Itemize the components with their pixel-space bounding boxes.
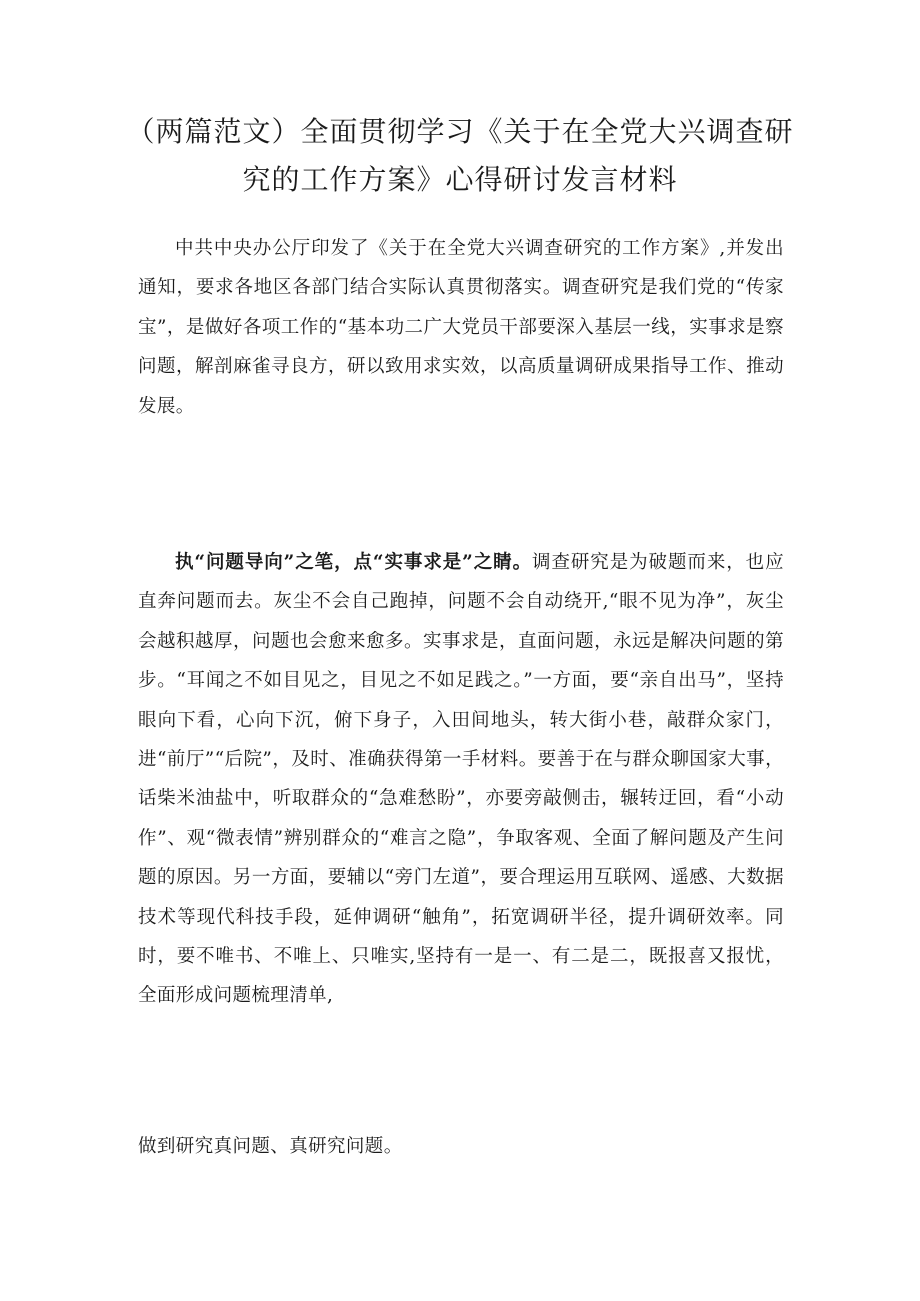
intro-paragraph: 中共中央办公厅印发了《关于在全党大兴调查研究的工作方案》,并发出通知，要求各地区各部门结合实际认真贯彻落实。调查研究是我们党的“传家宝”，是做好各项工作的“基本功二广大党员干部要深入基层一线，实事求是察问题，解剖麻雀寻良方，研以致用求实效，以高质量调研成果指导工作、推动发展。 <box>138 238 784 417</box>
section-body-text: 调查研究是为破题而来，也应直奔问题而去。灰尘不会自己跑掉，问题不会自动绕开,“眼不见为净”，灰尘会越积越厚，问题也会愈来愈多。实事求是，直面问题，永远是解决问题的第步。“耳闻之不如目见之，目见之不如足践之。”一方面，要“亲自出马”，坚持眼向下看，心向下沉，俯下身子，入田间地头，转大街小巷，敲群众家门，进“前厅”“后院”，及时、准确获得第一手材料。要善于在与群众聊国家大事，话柴米油盐中，听取群众的“急难愁盼”，亦要旁敲侧击，辗转迂回，看“小动作”、观“微表情”辨别群众的“难言之隐”，争取客观、全面了解问题及产生问题的原因。另一方面，要辅以“旁门左道”，要合理运用互联网、遥感、大数据技术等现代科技手段，延伸调研“触角”，拓宽调研半径，提升调研效率。同时，要不唯书、不唯上、只唯实,坚持有一是一、有二是二，既报喜又报忧，全面形成问题梳理清单, <box>138 552 784 1007</box>
document-title: （两篇范文）全面贯彻学习《关于在全党大兴调查研究的工作方案》心得研讨发言材料 <box>126 115 794 196</box>
closing-paragraph: 做到研究真问题、真研究问题。 <box>138 1136 403 1157</box>
section-lead-heading: 执“问题导向”之笔，点“实事求是”之睛。 <box>175 552 533 573</box>
section-paragraph <box>138 543 784 1016</box>
